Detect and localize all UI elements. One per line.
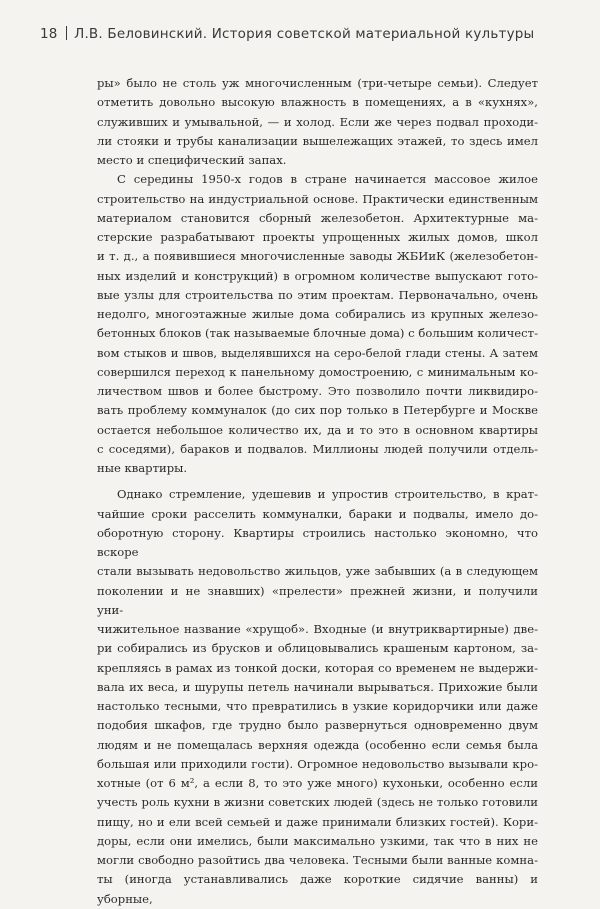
text-line: чижительное название «хрущоб». Входные (и внутриквартирные) две- — [97, 622, 538, 636]
text-line: подобия шкафов, где трудно было развернуться одновременно двум — [97, 718, 538, 733]
page-number: 18 — [40, 26, 58, 42]
text-line: настолько тесными, что превратились в узкие коридорчики или даже — [97, 699, 538, 713]
text-line: вать проблему коммуналок (до сих пор только в Петербурге и Москве — [97, 403, 538, 418]
text-line: доры, если они имелись, были максимально узкими, так что в них не — [97, 833, 538, 848]
text-line: вые узлы для строительства по этим проектам. Первоначально, очень — [97, 287, 538, 302]
text-line: и т. д., а появившиеся многочисленные заводы ЖБИиК (железобетон- — [97, 249, 538, 264]
text-line: хотные (от 6 м², а если 8, то это уже много) кухоньки, особенно если — [97, 776, 538, 790]
text-line: остается небольшое количество их, да и то это в основном квартиры — [97, 422, 538, 437]
text-line: чайшие сроки расселить коммуналки, бараки и подвалы, имело до- — [97, 506, 538, 521]
text-line: вом стыков и швов, выделявшихся на серо-белой глади стены. А затем — [97, 345, 538, 360]
text-line: материалом становится сборный железобетон. Архитектурные ма- — [97, 210, 538, 225]
text-line: отметить довольно высокую влажность в помещениях, а в «кухнях», — [97, 95, 538, 110]
text-line: стали вызывать недовольство жильцов, уже забывших (а в следующем — [97, 564, 538, 579]
text-line: оборотную сторону. Квартиры строились настолько экономно, что вскоре — [97, 525, 538, 559]
text-line: крепляясь в рамах из тонкой доски, которая со временем не выдержи- — [97, 660, 538, 675]
text-line: ные квартиры. — [97, 461, 188, 475]
text-line: большая или приходили гости). Огромное недовольство вызывали кро- — [97, 756, 538, 771]
text-line: место и специфический запах. — [97, 153, 287, 167]
text-line: личеством швов и более быстрому. Это позволило почти ликвидиро- — [97, 384, 538, 398]
paragraph-2 — [97, 170, 538, 478]
text-line: Однако стремление, удешевив и упростив строительство, в крат- — [117, 487, 538, 502]
text-line: поколении и не знавших) «прелести» прежней жизни, и получили уни- — [97, 583, 538, 617]
header-separator — [66, 26, 68, 40]
text-line: недолго, многоэтажные жилые дома собирались из крупных железо- — [97, 307, 538, 321]
text-line: пищу, но и ели всей семьей и даже принимали близких гостей). Кори- — [97, 814, 538, 829]
text-line: людям и не помещалась верхняя одежда (особенно если семья была — [97, 737, 538, 752]
text-line: могли свободно разойтись два человека. Тесными были ванные комна- — [97, 853, 538, 867]
text-line: С середины 1950-х годов в стране начинается массовое жилое — [117, 172, 538, 187]
text-line: строительство на индустриальной основе. Практически единственным — [97, 191, 538, 206]
text-line: ли стояки и трубы канализации вышележащих этажей, то здесь имел — [97, 133, 538, 148]
text-line: вала их веса, и шурупы петель начинали вырываться. Прихожие были — [97, 679, 538, 694]
text-line: ных изделий и конструкций) в огромном количестве выпускают гото- — [97, 268, 538, 283]
text-line: служивших и умывальной, — и холод. Если же через подвал проходи- — [97, 114, 538, 129]
paragraph-1 — [97, 74, 538, 170]
text-line: ры» было не столь уж многочисленным (три-четыре семьи). Следует — [97, 76, 538, 90]
text-line: ты (иногда устанавливались даже короткие сидячие ванны) и уборные, — [97, 872, 538, 906]
text-line: учесть роль кухни в жизни советских людей (здесь не только готовили — [97, 795, 538, 810]
page-body — [97, 74, 538, 909]
text-line: совершился переход к панельному домостроению, с минимальным ко- — [97, 364, 538, 379]
paragraph-3 — [97, 485, 538, 909]
running-title: Л.В. Беловинский. История советской материальной культуры — [74, 26, 535, 42]
text-line: стерские разрабатывают проекты упрощенных жилых домов, школ — [97, 230, 538, 244]
text-line: бетонных блоков (так называемые блочные дома) с большим количест- — [97, 326, 538, 341]
running-header — [40, 26, 560, 42]
text-line: ри собирались из брусков и облицовывались крашеным картоном, за- — [97, 641, 538, 656]
text-line: с соседями), бараков и подвалов. Миллионы людей получили отдель- — [97, 441, 538, 456]
